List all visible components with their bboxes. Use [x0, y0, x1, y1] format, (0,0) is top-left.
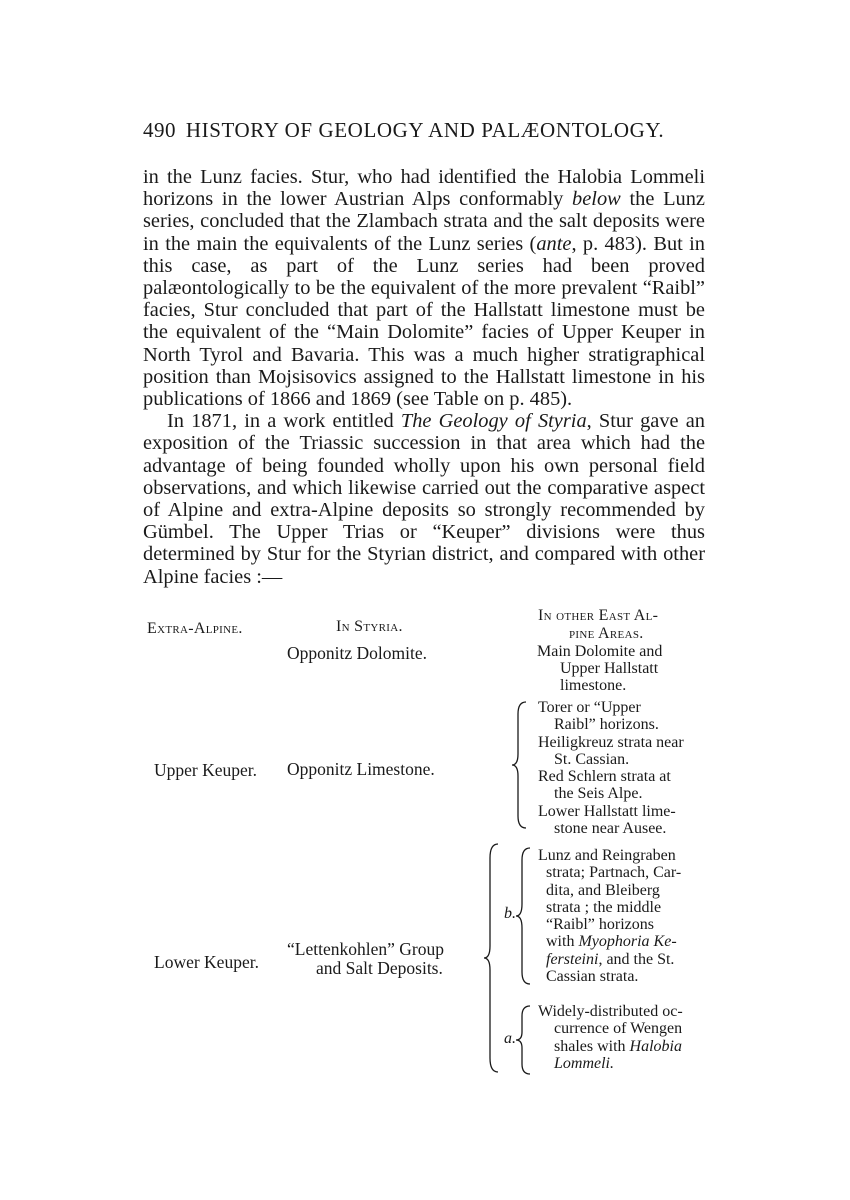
header-other-line-1: In other East Al- [538, 607, 659, 624]
cell-lettenkohlen-line-1: “Lettenkohlen” Group [287, 939, 444, 959]
paragraph-2-text-b: , Stur gave an exposition of the Triassic succession in that area which had the advantage of being founded wholly upon his own personal field observations, and which likewise carried out the comparative aspect of Alpine and extra-Alpine deposits so strongly recommended by Gümbel. The Upper Trias or “Keuper” divisions were thus determined by Stur for the Styrian district, and compared with other Alpine facies :— [143, 410, 706, 588]
cell-lower-keuper-a [538, 1003, 683, 1072]
header-extra-alpine: Extra-Alpine. [147, 620, 243, 637]
brace-lower-keuper-outer [482, 842, 502, 1074]
species-name: Lommeli. [554, 1054, 614, 1072]
emphasis-ante: ante [536, 232, 572, 255]
species-name: fersteini [546, 950, 599, 968]
cell-line: Widely-distributed oc- [538, 1003, 683, 1020]
cell-main-dolomite [537, 643, 662, 694]
brace-b [514, 846, 534, 986]
cell-lettenkohlen-line-2: and Salt Deposits. [316, 958, 443, 978]
label-a: a. [504, 1030, 516, 1047]
page-number: 490 [143, 118, 176, 142]
cell-opponitz-dolomite: Opponitz Dolomite. [287, 643, 427, 663]
cell-line: St. Cassian. [554, 750, 630, 768]
cell-line: Lower Hallstatt lime- [538, 802, 676, 820]
cell-upper-keuper-other [538, 699, 684, 837]
cell-text: , and the St. [598, 950, 675, 968]
cell-line: Lunz and Reingraben [538, 847, 676, 864]
brace-a [514, 1004, 534, 1076]
cell-line: dita, and Bleiberg [546, 881, 660, 899]
header-other-line-2: pine Areas. [569, 625, 644, 642]
cell-line: Torer or “Upper [538, 699, 641, 716]
cell-line: currence of Wengen [554, 1020, 683, 1038]
cell-opponitz-limestone: Opponitz Limestone. [287, 759, 435, 779]
cell-line [538, 1055, 683, 1072]
brace-upper-keuper [510, 700, 530, 830]
cell-line: “Raibl” horizons [546, 916, 654, 934]
label-b: b. [504, 905, 516, 922]
running-title: HISTORY OF GEOLOGY AND PALÆONTOLOGY. [185, 118, 665, 142]
paragraph-1-text-a: in the Lunz facies. Stur, who had identified the Halobia Lommeli horizons in the lower Austrian Alps conformably [143, 166, 705, 211]
cell-text: shales with [554, 1037, 630, 1055]
cell-line: limestone. [560, 677, 627, 694]
cell-line: strata; Partnach, Car- [546, 864, 682, 882]
cell-line: the Seis Alpe. [554, 785, 643, 803]
emphasis-below: below [572, 188, 621, 211]
paragraph-1-text-c: , p. 483). But in this case, as part of the Lunz series had been proved palæontologically to be the equivalent of the more prevalent “Raibl” facies, Stur concluded that part of the Hallstatt limestone must be the equivalent of the “Main Dolomite” facies of Upper Keuper in North Tyrol and Bavaria. This was a much higher stratigraphical position than Mojsisovics assigned to the Hallstatt limestone in his publications of 1866 and 1869 (see Table on p. 485). [143, 232, 705, 411]
cell-line [538, 1038, 683, 1055]
cell-line: Upper Hallstatt [560, 660, 659, 677]
header-in-styria: In Styria. [336, 618, 403, 635]
paragraph-2-text-a: In 1871, in a work entitled [167, 410, 401, 433]
species-name: Halobia [629, 1037, 682, 1055]
cell-line: strata ; the middle [546, 898, 662, 916]
cell-line: Cassian strata. [546, 968, 639, 986]
cell-line: stone near Ausee. [554, 820, 667, 838]
cell-line [538, 933, 681, 950]
cell-line: Raibl” horizons. [554, 716, 659, 734]
paragraph-1-text-b: the Lunz series, concluded that the Zlambach strata and the salt deposits were in the main the equivalents of the Lunz series ( [143, 188, 705, 255]
cell-line: Heiligkreuz strata near [538, 733, 684, 751]
cell-text: with [546, 933, 579, 951]
cell-line [538, 951, 681, 968]
book-title: The Geology of Styria [400, 410, 587, 433]
cell-line: Red Schlern strata at [538, 768, 671, 786]
cell-lower-keuper-b [538, 847, 681, 985]
cell-upper-keuper: Upper Keuper. [154, 760, 258, 780]
cell-lower-keuper: Lower Keuper. [154, 952, 259, 972]
species-name: Myophoria Ke- [578, 933, 677, 951]
cell-line: Main Dolomite and [537, 643, 663, 660]
